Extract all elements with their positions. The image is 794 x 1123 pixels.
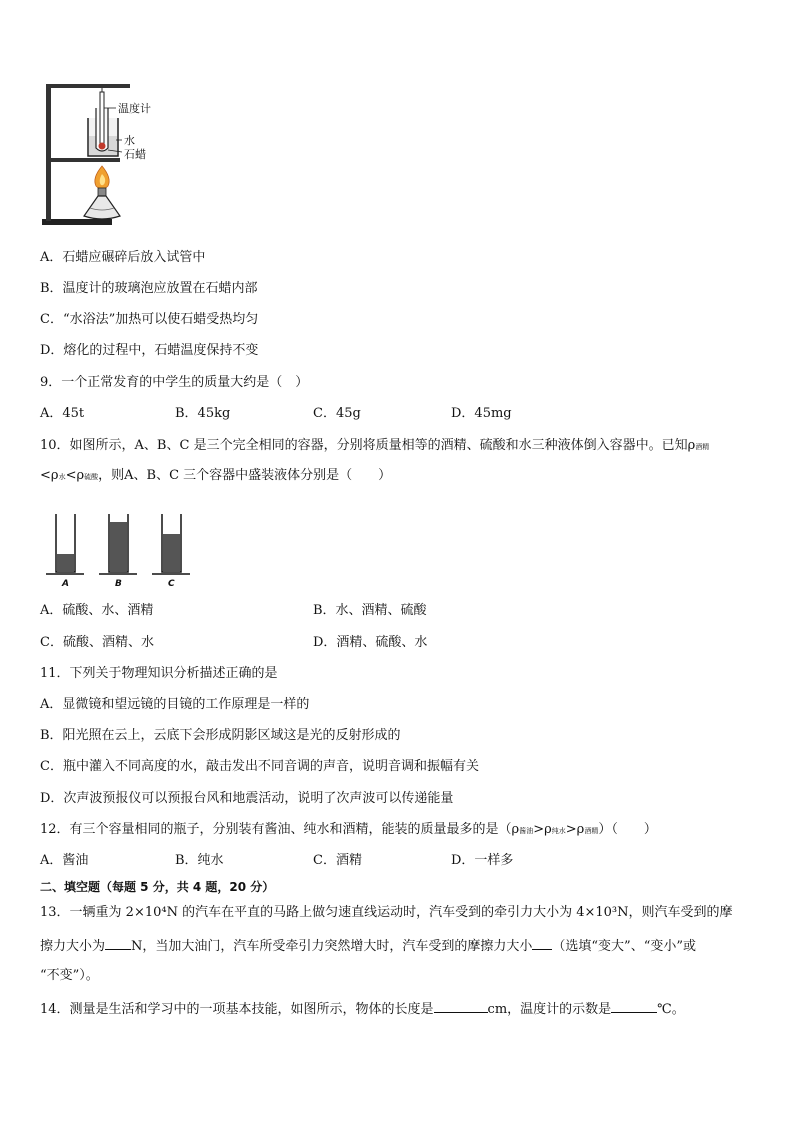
q10-stem-text: 10．如图所示，A、B、C 是三个完全相同的容器，分别将质量相等的酒精、硫酸和水三种液体倒入容器中。已知 xyxy=(40,438,688,453)
q8-option-a: A．石蜡应碾碎后放入试管中 xyxy=(40,250,206,265)
q9-option-a: A．45t xyxy=(40,406,85,421)
q14-text-a: 14．测量是生活和学习中的一项基本技能，如图所示，物体的长度是 xyxy=(40,1002,434,1017)
blank-friction[interactable] xyxy=(105,936,131,950)
greater-than: > xyxy=(565,822,577,837)
rho-symbol: ρ xyxy=(544,822,552,837)
less-than: < xyxy=(65,468,77,483)
blank-temperature[interactable] xyxy=(611,999,657,1013)
wire-gauze-platform xyxy=(46,158,120,162)
q8-option-b: B．温度计的玻璃泡应放置在石蜡内部 xyxy=(40,281,258,296)
liquid-a xyxy=(57,554,74,572)
container-c xyxy=(152,514,190,588)
q13-line3: “不变”）。 xyxy=(40,968,99,983)
heating-apparatus-figure xyxy=(38,78,168,230)
subscript-acid: 硫酸 xyxy=(84,473,99,481)
container-a xyxy=(46,514,84,588)
rho-symbol: ρ xyxy=(576,822,585,837)
thermometer-bulb xyxy=(99,143,106,150)
rho-symbol: ρ xyxy=(50,468,59,483)
q12-option-d: D．一样多 xyxy=(451,853,514,868)
q12-stem-post: ）（ ） xyxy=(598,822,657,837)
subscript-alcohol: 酒精 xyxy=(584,827,599,835)
q10-option-b: B．水、酒精、硫酸 xyxy=(313,603,427,618)
q11-option-c: C．瓶中灌入不同高度的水，敲击发出不同音调的声音，说明音调和振幅有关 xyxy=(40,759,479,774)
q13-line2 xyxy=(40,936,696,956)
rho-symbol: ρ xyxy=(687,438,696,453)
label-c: C xyxy=(168,579,175,588)
alcohol-lamp xyxy=(84,196,120,219)
blank-length[interactable] xyxy=(434,999,488,1013)
q13-text-a: 擦力大小为 xyxy=(40,939,106,954)
containers-figure xyxy=(44,512,194,588)
subscript-soy: 酱油 xyxy=(519,827,534,835)
q13-text-b: N，当加大油门，汽车所受牵引力突然增大时，汽车受到的摩擦力大小 xyxy=(131,939,533,954)
stand-base xyxy=(42,219,112,225)
q9-option-d: D．45mg xyxy=(451,406,512,421)
liquid-c xyxy=(163,534,180,572)
q11-option-a: A．显微镜和望远镜的目镜的工作原理是一样的 xyxy=(40,697,310,712)
q13-line1: 13．一辆重为 2×10⁴N 的汽车在平直的马路上做匀速直线运动时，汽车受到的牵引力大小为 4×10³N，则汽车受到的摩 xyxy=(40,905,733,920)
container-b xyxy=(99,514,137,588)
q12-stem xyxy=(40,821,657,840)
q9-option-c: C．45g xyxy=(313,406,361,421)
blank-friction-change[interactable] xyxy=(532,936,552,950)
q10-stem-tail: ，则A、B、C 三个容器中盛装液体分别是（ ） xyxy=(98,468,392,483)
label-a: A xyxy=(62,579,69,588)
label-b: B xyxy=(115,579,122,588)
q10-stem-line2 xyxy=(40,467,391,486)
less-than: < xyxy=(40,468,51,483)
q9-stem: 9．一个正常发育的中学生的质量大约是（ ） xyxy=(40,375,309,390)
q11-option-d: D．次声波预报仪可以预报台风和地震活动，说明了次声波可以传递能量 xyxy=(40,791,454,806)
q10-option-a: A．硫酸、水、酒精 xyxy=(40,603,154,618)
stand-top-arm xyxy=(46,84,130,88)
rho-symbol: ρ xyxy=(76,468,85,483)
label-water: 水 xyxy=(124,134,135,147)
q12-option-b: B．纯水 xyxy=(175,853,224,868)
q11-option-b: B．阳光照在云上，云底下会形成阴影区域这是光的反射形成的 xyxy=(40,728,401,743)
q12-option-c: C．酒精 xyxy=(313,853,362,868)
subscript-pure-water: 纯水 xyxy=(551,827,566,835)
section-heading-fill-in: 二、填空题（每题 5 分，共 4 题，20 分） xyxy=(40,880,275,894)
label-wax: 石蜡 xyxy=(124,148,146,161)
q8-option-d: D．熔化的过程中，石蜡温度保持不变 xyxy=(40,343,259,358)
thermometer xyxy=(100,92,104,146)
q14-text-b: cm，温度计的示数是 xyxy=(487,1002,612,1017)
q8-option-c: C．“水浴法”加热可以使石蜡受热均匀 xyxy=(40,312,259,327)
q10-stem-line1 xyxy=(40,437,709,456)
stand-rod xyxy=(46,84,51,221)
subscript-alcohol: 酒精 xyxy=(695,443,710,451)
q12-stem-pre: 12．有三个容量相同的瓶子，分别装有酱油、纯水和酒精，能装的质量最多的是（ xyxy=(40,822,512,837)
q10-option-d: D．酒精、硫酸、水 xyxy=(313,635,428,650)
subscript-water: 水 xyxy=(58,473,66,481)
q9-option-b: B．45kg xyxy=(175,406,231,421)
rho-symbol: ρ xyxy=(511,822,520,837)
q13-text-c: （选填“变大”、“变小”或 xyxy=(552,939,696,954)
label-thermometer: 温度计 xyxy=(118,102,151,115)
q10-option-c: C．硫酸、酒精、水 xyxy=(40,635,154,650)
q11-stem: 11．下列关于物理知识分析描述正确的是 xyxy=(40,666,278,681)
q12-option-a: A．酱油 xyxy=(40,853,89,868)
greater-than: > xyxy=(533,822,545,837)
liquid-b xyxy=(110,522,127,572)
q14-text-c: ℃。 xyxy=(657,1002,685,1017)
q14-line xyxy=(40,999,685,1019)
